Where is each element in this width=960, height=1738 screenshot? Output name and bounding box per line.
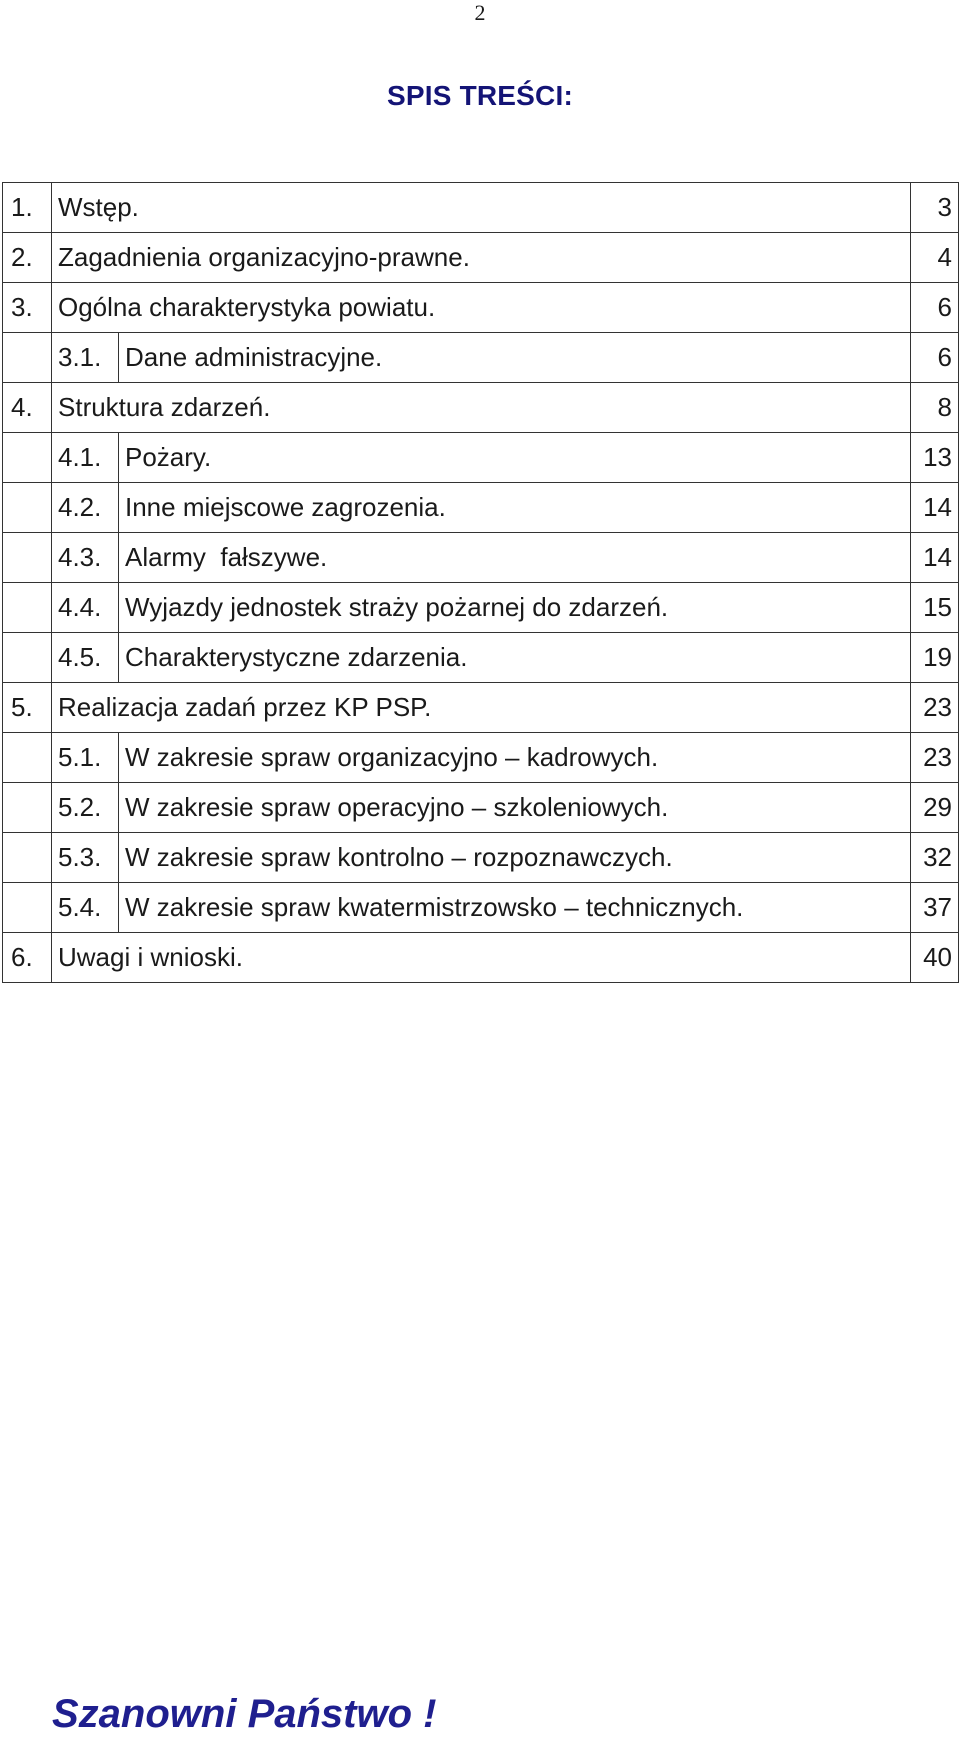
toc-row bbox=[3, 933, 959, 983]
toc-indent-cell bbox=[3, 733, 52, 783]
toc-entry-page: 32 bbox=[911, 833, 959, 883]
toc-entry-number: 4.5. bbox=[52, 633, 119, 683]
toc-entry-number: 4. bbox=[3, 383, 52, 433]
toc-entry-number: 2. bbox=[3, 233, 52, 283]
toc-indent-cell bbox=[3, 833, 52, 883]
toc-entry-title: W zakresie spraw organizacyjno – kadrowych. bbox=[119, 733, 911, 783]
toc-entry-page: 40 bbox=[911, 933, 959, 983]
toc-row bbox=[3, 433, 959, 483]
toc-entry-page: 6 bbox=[911, 283, 959, 333]
toc-entry-page: 4 bbox=[911, 233, 959, 283]
toc-row bbox=[3, 883, 959, 933]
toc-entry-title: Charakterystyczne zdarzenia. bbox=[119, 633, 911, 683]
toc-row bbox=[3, 833, 959, 883]
toc-entry-page: 23 bbox=[911, 683, 959, 733]
toc-entry-number: 4.2. bbox=[52, 483, 119, 533]
toc-entry-number: 3.1. bbox=[52, 333, 119, 383]
toc-entry-title: Wstęp. bbox=[52, 183, 911, 233]
toc-entry-page: 6 bbox=[911, 333, 959, 383]
toc-entry-title: Pożary. bbox=[119, 433, 911, 483]
toc-entry-number: 4.1. bbox=[52, 433, 119, 483]
toc-entry-page: 14 bbox=[911, 533, 959, 583]
toc-entry-page: 14 bbox=[911, 483, 959, 533]
toc-row bbox=[3, 583, 959, 633]
toc-indent-cell bbox=[3, 583, 52, 633]
toc-indent-cell bbox=[3, 433, 52, 483]
toc-entry-title: Wyjazdy jednostek straży pożarnej do zdarzeń. bbox=[119, 583, 911, 633]
toc-indent-cell bbox=[3, 633, 52, 683]
toc-row bbox=[3, 383, 959, 433]
toc-row bbox=[3, 233, 959, 283]
toc-entry-page: 23 bbox=[911, 733, 959, 783]
toc-indent-cell bbox=[3, 883, 52, 933]
toc-indent-cell bbox=[3, 483, 52, 533]
toc-entry-number: 4.3. bbox=[52, 533, 119, 583]
toc-entry-title: Uwagi i wnioski. bbox=[52, 933, 911, 983]
toc-entry-title: W zakresie spraw kontrolno – rozpoznawczych. bbox=[119, 833, 911, 883]
toc-table bbox=[2, 182, 959, 983]
toc-entry-number: 1. bbox=[3, 183, 52, 233]
toc-entry-page: 29 bbox=[911, 783, 959, 833]
toc-entry-page: 13 bbox=[911, 433, 959, 483]
toc-entry-title: Struktura zdarzeń. bbox=[52, 383, 911, 433]
toc-row bbox=[3, 683, 959, 733]
toc-entry-number: 6. bbox=[3, 933, 52, 983]
toc-entry-page: 8 bbox=[911, 383, 959, 433]
toc-entry-number: 5.2. bbox=[52, 783, 119, 833]
toc-entry-title: Alarmy fałszywe. bbox=[119, 533, 911, 583]
toc-row bbox=[3, 283, 959, 333]
page-number: 2 bbox=[474, 0, 486, 25]
toc-entry-title: W zakresie spraw operacyjno – szkoleniowych. bbox=[119, 783, 911, 833]
toc-entry-number: 5.1. bbox=[52, 733, 119, 783]
toc-entry-page: 3 bbox=[911, 183, 959, 233]
toc-entry-number: 4.4. bbox=[52, 583, 119, 633]
toc-indent-cell bbox=[3, 333, 52, 383]
toc-indent-cell bbox=[3, 783, 52, 833]
toc-entry-number: 5.4. bbox=[52, 883, 119, 933]
toc-row bbox=[3, 483, 959, 533]
toc-indent-cell bbox=[3, 533, 52, 583]
toc-entry-number: 5. bbox=[3, 683, 52, 733]
toc-row bbox=[3, 633, 959, 683]
toc-entry-number: 3. bbox=[3, 283, 52, 333]
toc-row bbox=[3, 733, 959, 783]
toc-row bbox=[3, 533, 959, 583]
toc-entry-page: 37 bbox=[911, 883, 959, 933]
toc-entry-title: Inne miejscowe zagrozenia. bbox=[119, 483, 911, 533]
closing-salutation: Szanowni Państwo ! bbox=[52, 1692, 437, 1736]
toc-row bbox=[3, 333, 959, 383]
toc-entry-title: Dane administracyjne. bbox=[119, 333, 911, 383]
toc-row bbox=[3, 183, 959, 233]
toc-entry-title: Zagadnienia organizacyjno-prawne. bbox=[52, 233, 911, 283]
toc-entry-title: Realizacja zadań przez KP PSP. bbox=[52, 683, 911, 733]
toc-row bbox=[3, 783, 959, 833]
toc-entry-title: Ogólna charakterystyka powiatu. bbox=[52, 283, 911, 333]
toc-entry-title: W zakresie spraw kwatermistrzowsko – technicznych. bbox=[119, 883, 911, 933]
toc-title: SPIS TREŚCI: bbox=[387, 80, 573, 111]
toc-entry-page: 19 bbox=[911, 633, 959, 683]
toc-entry-page: 15 bbox=[911, 583, 959, 633]
toc-entry-number: 5.3. bbox=[52, 833, 119, 883]
